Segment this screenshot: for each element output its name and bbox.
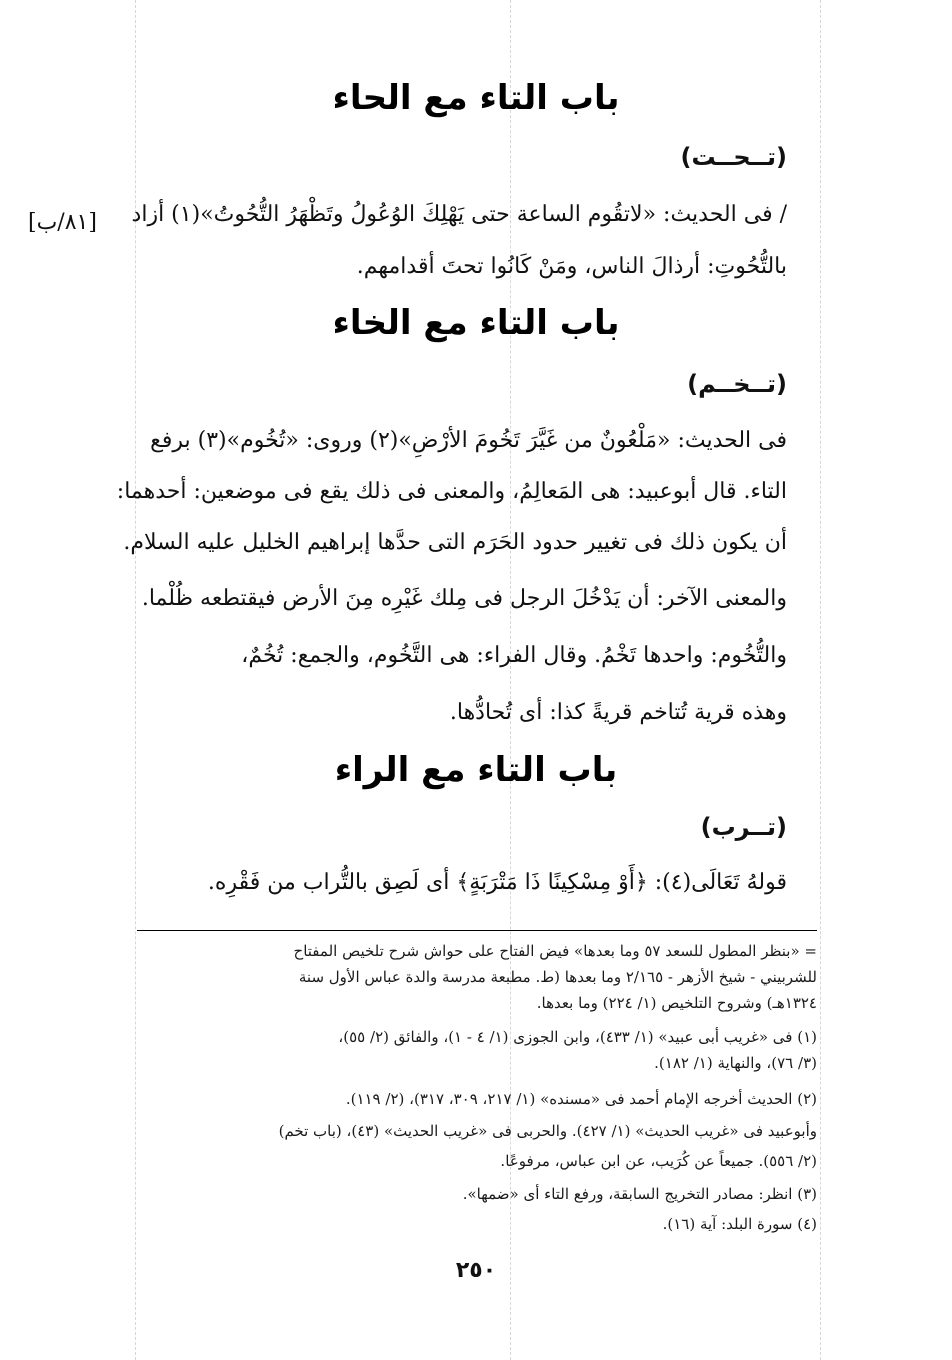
footnote-line: (٣) انظر: مصادر التخريج السابقة، ورفع التاء أى «ضمها». <box>462 1185 817 1203</box>
footnote-line: للشربيني - شيخ الأزهر - ٢/١٦٥ وما بعدها (ط. مطبعة مدرسة والدة عباس الأول سنة <box>298 968 817 986</box>
manuscript-folio-ref: [٨١/ب] <box>28 210 97 235</box>
body-line: / فى الحديث: «لاتقُوم الساعة حتى يَهْلِكَ الوُعُولُ وتَظْهَرُ التُّحُوتُ»(١) أزاد <box>131 202 787 227</box>
footnote-line: (٣/ ٧٦)، والنهاية (١/ ١٨٢). <box>654 1054 817 1072</box>
body-line: بالتُّحُوتِ: أرذالَ الناس، ومَنْ كَانُوا تحتَ أقدامهم. <box>356 254 787 279</box>
section-heading-ta-kha: باب التاء مع الخاء <box>332 303 620 343</box>
footnote-line: (١) فى «غريب أبى عبيد» (١/ ٤٣٣)، وابن الجوزى (١/ ٤ - ١)، والفائق (٢/ ٥٥)، <box>338 1028 817 1046</box>
footnote-line: (٤) سورة البلد: آية (١٦). <box>662 1215 817 1233</box>
body-line: أن يكون ذلك فى تغيير حدود الحَرَم التى حدَّها إبراهيم الخليل عليه السلام. <box>123 530 787 555</box>
body-line: والمعنى الآخر: أن يَدْخُلَ الرجل فى مِلك غَيْرِه مِنَ الأرض فيقتطعه ظُلْما. <box>141 586 787 611</box>
section-heading-ta-ra: باب التاء مع الراء <box>334 750 618 790</box>
root-word-trb: (تــرب) <box>700 813 787 841</box>
body-line: قولهُ تَعَالَى(٤): ﴿أَوْ مِسْكِينًا ذَا مَتْرَبَةٍ﴾ أى لَصِق بالتُّراب من فَقْرِه. <box>207 870 787 895</box>
footnote-line: ١٣٢٤هـ) وشروح التلخيص (١/ ٢٢٤) وما بعدها. <box>536 994 817 1012</box>
footnote-line: (٢/ ٥٥٦). جميعاً عن كُرَيب، عن ابن عباس، مرفوعًا. <box>500 1152 817 1170</box>
body-line: والتُّخُوم: واحدها تَخْمُ. وقال الفراء: هى التَّخُوم، والجمع: تُخُمٌ، <box>241 643 787 668</box>
body-line: وهذه قرية تُتاخم قريةً كذا: أى تُحادُّها. <box>449 700 787 725</box>
root-word-tht: (تــحــت) <box>680 143 787 171</box>
section-heading-ta-ha: باب التاء مع الحاء <box>332 78 620 118</box>
footnote-line: (٢) الحديث أخرجه الإمام أحمد فى «مسنده» (١/ ٢١٧، ٣٠٩، ٣١٧)، (٢/ ١١٩). <box>345 1090 817 1108</box>
scan-guide-line <box>820 0 821 1360</box>
page-number: ٢٥٠ <box>455 1258 497 1283</box>
root-word-tkhm: (تــخــم) <box>687 370 787 398</box>
body-line: التاء. قال أبوعبيد: هى المَعالِمُ، والمعنى فى ذلك يقع فى موضعين: أحدهما: <box>116 479 787 504</box>
footnote-line: = «بنظر المطول للسعد ٥٧ وما بعدها» فيض الفتاح على حواش شرح تلخيص المفتاح <box>293 942 817 960</box>
footnote-separator <box>137 930 817 931</box>
footnote-line: وأبوعبيد فى «غريب الحديث» (١/ ٤٢٧). والحربى فى «غريب الحديث» (٤٣)، (باب تخم) <box>278 1122 817 1140</box>
body-line: فى الحديث: «مَلْعُونٌ من غَيَّرَ تَخُومَ الأرْضِ»(٢) وروى: «تُخُوم»(٣) برفع <box>150 428 787 453</box>
